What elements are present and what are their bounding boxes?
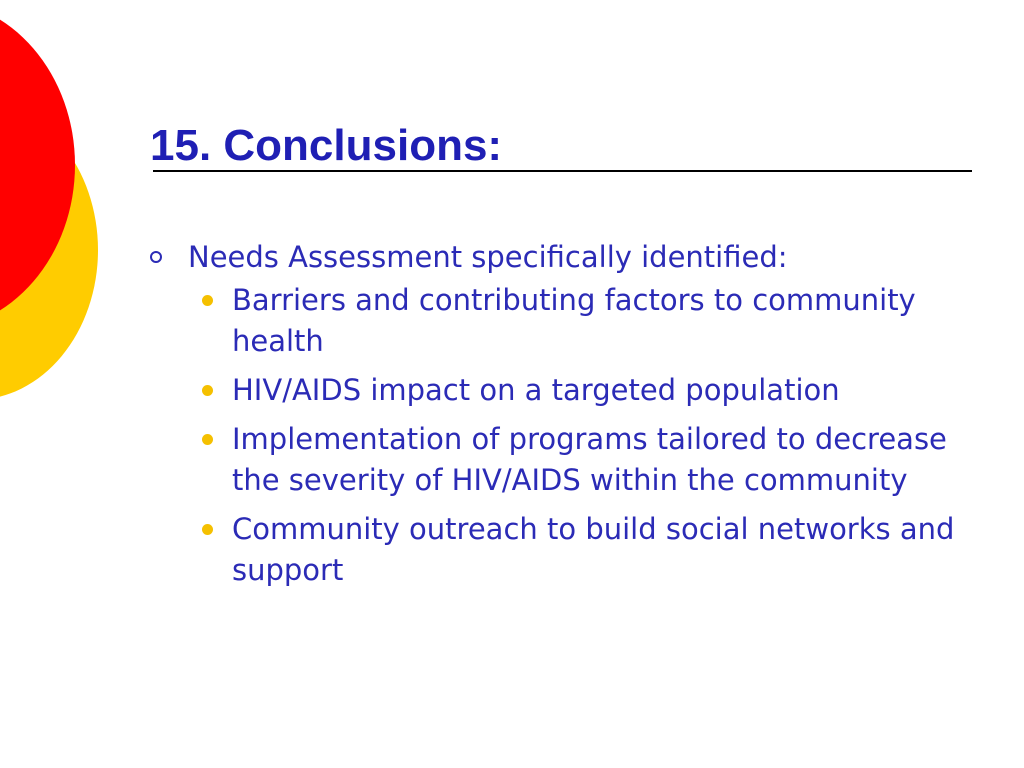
sub-bullet-item <box>150 370 980 411</box>
dot-bullet-icon <box>202 434 213 445</box>
sub-bullet-text: Barriers and contributing factors to community health <box>232 283 916 358</box>
sub-bullet-text: Implementation of programs tailored to decrease the severity of HIV/AIDS within the community <box>232 422 947 497</box>
dot-bullet-icon <box>202 385 213 396</box>
title-underline <box>153 170 972 172</box>
sub-bullet-item <box>150 419 980 501</box>
sub-bullet-item <box>150 280 980 362</box>
sub-bullet-item <box>150 509 980 591</box>
hollow-circle-bullet-icon <box>150 251 162 263</box>
sub-bullet-text: Community outreach to build social networks and support <box>232 512 955 587</box>
main-bullet-item <box>150 236 980 278</box>
sub-bullet-list <box>150 280 980 591</box>
main-bullet-text: Needs Assessment specifically identified: <box>188 240 788 274</box>
dot-bullet-icon <box>202 295 213 306</box>
sub-bullet-text: HIV/AIDS impact on a targeted population <box>232 373 840 407</box>
slide-body <box>150 236 980 599</box>
slide-title: 15. Conclusions: <box>150 121 503 170</box>
dot-bullet-icon <box>202 524 213 535</box>
